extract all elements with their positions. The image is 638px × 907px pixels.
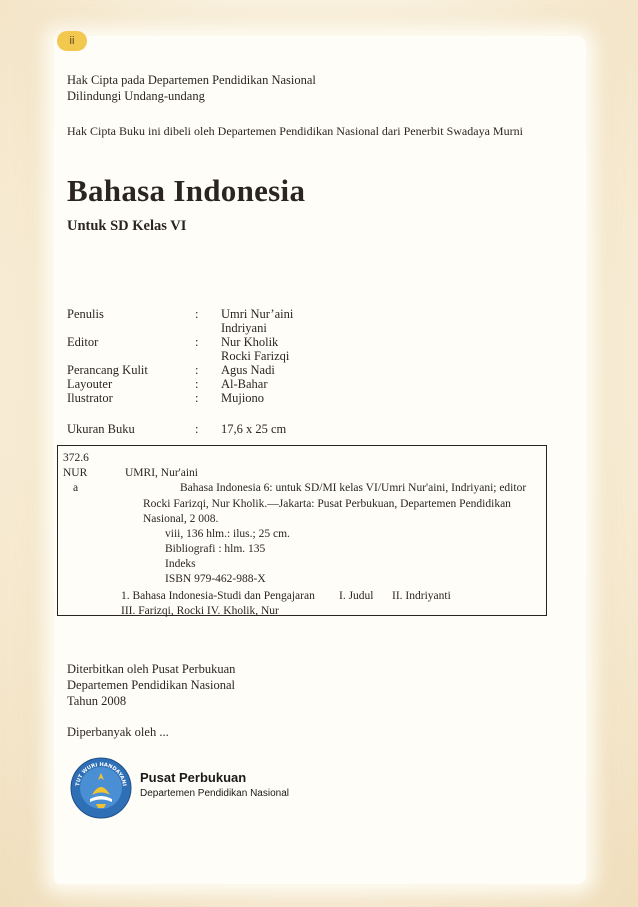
penulis-label: Penulis: [67, 307, 104, 321]
layouter-label: Layouter: [67, 377, 113, 391]
ilustrator-value: Mujiono: [221, 391, 265, 405]
layouter-value: Al-Bahar: [221, 377, 268, 391]
catalog-author: UMRI, Nur'aini: [125, 467, 198, 479]
perancang-label: Perancang Kulit: [67, 363, 148, 377]
copyright-line-1: Hak Cipta pada Departemen Pendidikan Nasional: [67, 73, 316, 87]
catalog-line-7: ISBN 979-462-988-X: [165, 573, 266, 585]
page-number: ii: [69, 35, 75, 47]
publisher-name: Pusat Perbukuan: [140, 770, 247, 785]
catalog-line-4: viii, 136 hlm.: ilus.; 25 cm.: [165, 528, 290, 540]
ilustrator-colon: :: [195, 391, 199, 405]
copied-by: Diperbanyak oleh ...: [67, 725, 169, 739]
tut-wuri-handayani-logo: [70, 757, 132, 819]
ukuran-value: 17,6 x 25 cm: [221, 422, 287, 436]
catalog-line-1: Bahasa Indonesia 6: untuk SD/MI kelas VI/Umri Nur'aini, Indriyani; editor: [180, 482, 527, 494]
catalog-line-5: Bibliografi : hlm. 135: [165, 543, 266, 555]
ukuran-colon: :: [195, 422, 199, 436]
penulis-colon: :: [195, 307, 199, 321]
editor-value-1: Nur Kholik: [221, 335, 279, 349]
catalog-subject-1: 1. Bahasa Indonesia-Studi dan Pengajaran: [121, 590, 315, 602]
perancang-value: Agus Nadi: [221, 363, 275, 377]
logo-arc-text: TUT WURI HANDAYANI: [75, 761, 127, 787]
publisher-dept: Departemen Pendidikan Nasional: [140, 788, 289, 799]
ukuran-label: Ukuran Buku: [67, 422, 135, 436]
catalog-line-2: Rocki Farizqi, Nur Kholik.—Jakarta: Pusat Perbukuan, Departemen Pendidikan: [143, 498, 511, 510]
page-number-tab: [57, 31, 87, 51]
perancang-colon: :: [195, 363, 199, 377]
published-by: Diterbitkan oleh Pusat Perbukuan: [67, 662, 236, 676]
catalog-subject-3: II. Indriyanti: [392, 590, 451, 602]
ilustrator-label: Ilustrator: [67, 391, 113, 405]
catalog-line-3: Nasional, 2 008.: [143, 513, 219, 525]
layouter-colon: :: [195, 377, 199, 391]
catalog-nur: NUR: [63, 467, 88, 479]
copyright-line-2: Dilindungi Undang-undang: [67, 89, 205, 103]
book-title: Bahasa Indonesia: [67, 173, 306, 208]
book-subtitle: Untuk SD Kelas VI: [67, 218, 187, 234]
catalog-subject-2: I. Judul: [339, 590, 374, 602]
catalog-subject-4: III. Farizqi, Rocki IV. Kholik, Nur: [121, 605, 279, 617]
catalog-line-6: Indeks: [165, 558, 196, 570]
catalog-class-number: 372.6: [63, 452, 89, 464]
editor-value-2: Rocki Farizqi: [221, 349, 290, 363]
published-dept: Departemen Pendidikan Nasional: [67, 678, 236, 692]
penulis-value-1: Umri Nur’aini: [221, 307, 294, 321]
catalog-a: a: [73, 482, 79, 494]
editor-colon: :: [195, 335, 199, 349]
penulis-value-2: Indriyani: [221, 321, 267, 335]
copyright-purchase: Hak Cipta Buku ini dibeli oleh Departemen Pendidikan Nasional dari Penerbit Swadaya Murni: [67, 124, 523, 138]
editor-label: Editor: [67, 335, 99, 349]
published-year: Tahun 2008: [67, 694, 127, 708]
